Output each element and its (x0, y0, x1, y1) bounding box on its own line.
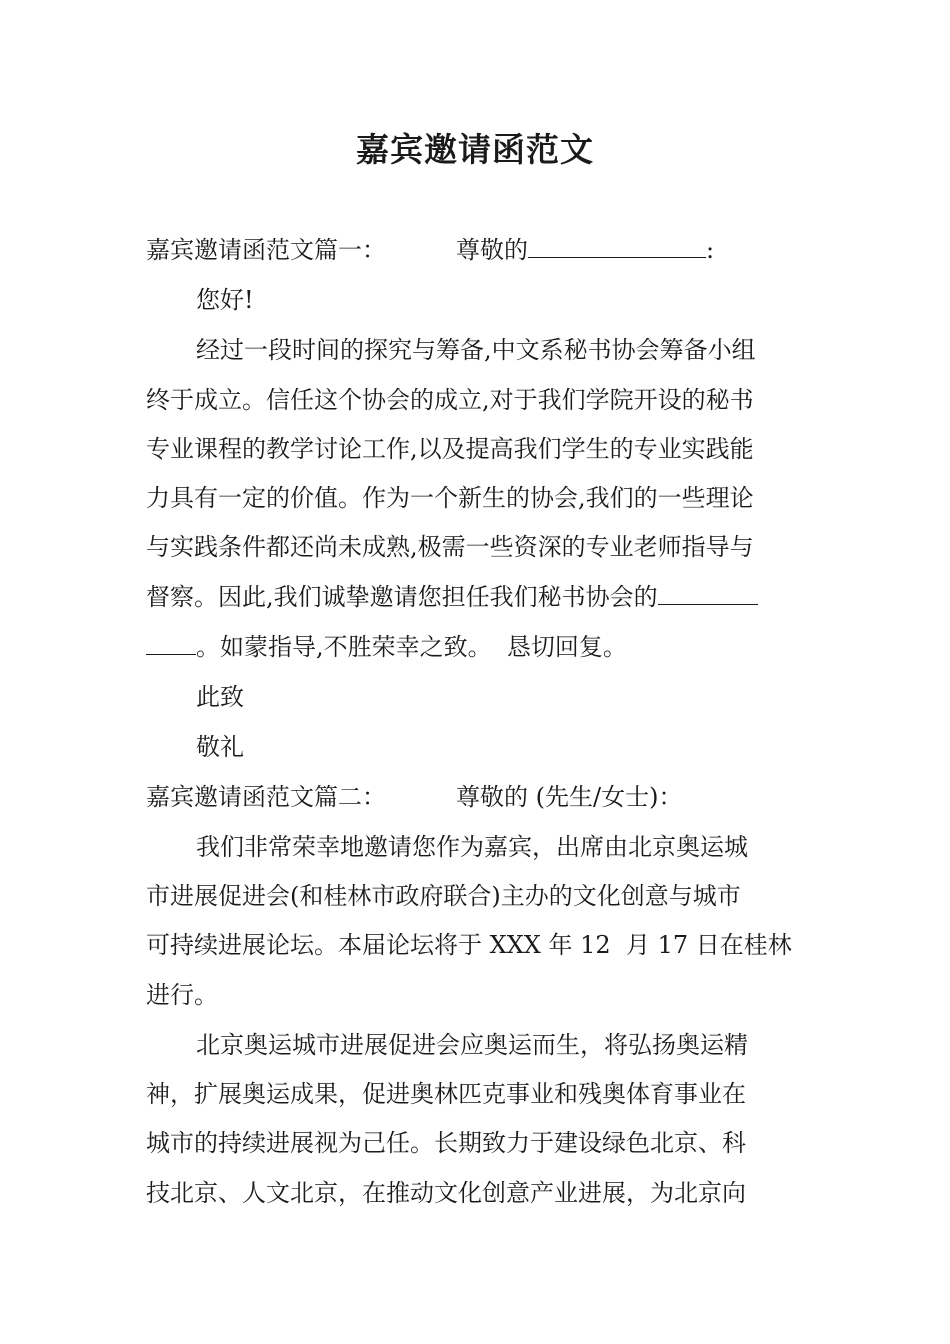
section1-salutation-suffix: : (706, 236, 715, 264)
section1-closing-text: 。如蒙指导,不胜荣幸之致。 恳切回复。 (196, 633, 627, 661)
section2-heading-line (146, 781, 682, 813)
role-blank-continued (146, 632, 196, 655)
section2-heading: 嘉宾邀请函范文篇二： (146, 783, 386, 811)
section1-salutation-prefix: 尊敬的 (456, 236, 528, 264)
section2-para1-line: 市进展促进会(和桂林市政府联合)主办的文化创意与城市 (146, 882, 741, 910)
section1-sign-off-1: 此致 (196, 683, 244, 711)
section1-sign-off-2: 敬礼 (196, 733, 244, 761)
section2-para1-line: 我们非常荣幸地邀请您作为嘉宾，出席由北京奥运城 (196, 833, 748, 861)
section2-salutation: 尊敬的 (先生/女士)： (456, 783, 683, 811)
section1-body-line: 力具有一定的价值。作为一个新生的协会,我们的一些理论 (146, 484, 754, 512)
section1-body-text: 督察。因此,我们诚挚邀请您担任我们秘书协会的 (146, 583, 658, 611)
section1-body-line-with-blank (146, 581, 758, 613)
section2-para2-line: 技北京、人文北京，在推动文化创意产业进展，为北京向 (146, 1179, 746, 1207)
section1-heading: 嘉宾邀请函范文篇一： (146, 236, 386, 264)
section2-para2-line: 神，扩展奥运成果，促进奥林匹克事业和残奥体育事业在 (146, 1080, 746, 1108)
section1-body-line: 与实践条件都还尚未成熟,极需一些资深的专业老师指导与 (146, 533, 754, 561)
role-blank (658, 582, 758, 605)
section1-heading-line (146, 234, 714, 266)
section1-body-line: 经过一段时间的探究与筹备,中文系秘书协会筹备小组 (196, 336, 756, 364)
section2-para2-line: 北京奥运城市进展促进会应奥运而生，将弘扬奥运精 (196, 1031, 748, 1059)
section1-body-line: 终于成立。信任这个协会的成立,对于我们学院开设的秘书 (146, 386, 754, 414)
section2-para1-line: 可持续进展论坛。本届论坛将于 XXX 年 12 月 17 日在桂林 (146, 931, 792, 959)
section2-para2-line: 城市的持续进展视为己任。长期致力于建设绿色北京、科 (146, 1129, 746, 1157)
document-title: 嘉宾邀请函范文 (356, 130, 594, 169)
section1-closing-line (146, 631, 627, 663)
section1-body-line: 专业课程的教学讨论工作,以及提高我们学生的专业实践能 (146, 435, 754, 463)
section2-para1-line: 进行。 (146, 981, 218, 1009)
recipient-blank (528, 235, 706, 258)
section1-greeting: 您好! (196, 286, 254, 314)
